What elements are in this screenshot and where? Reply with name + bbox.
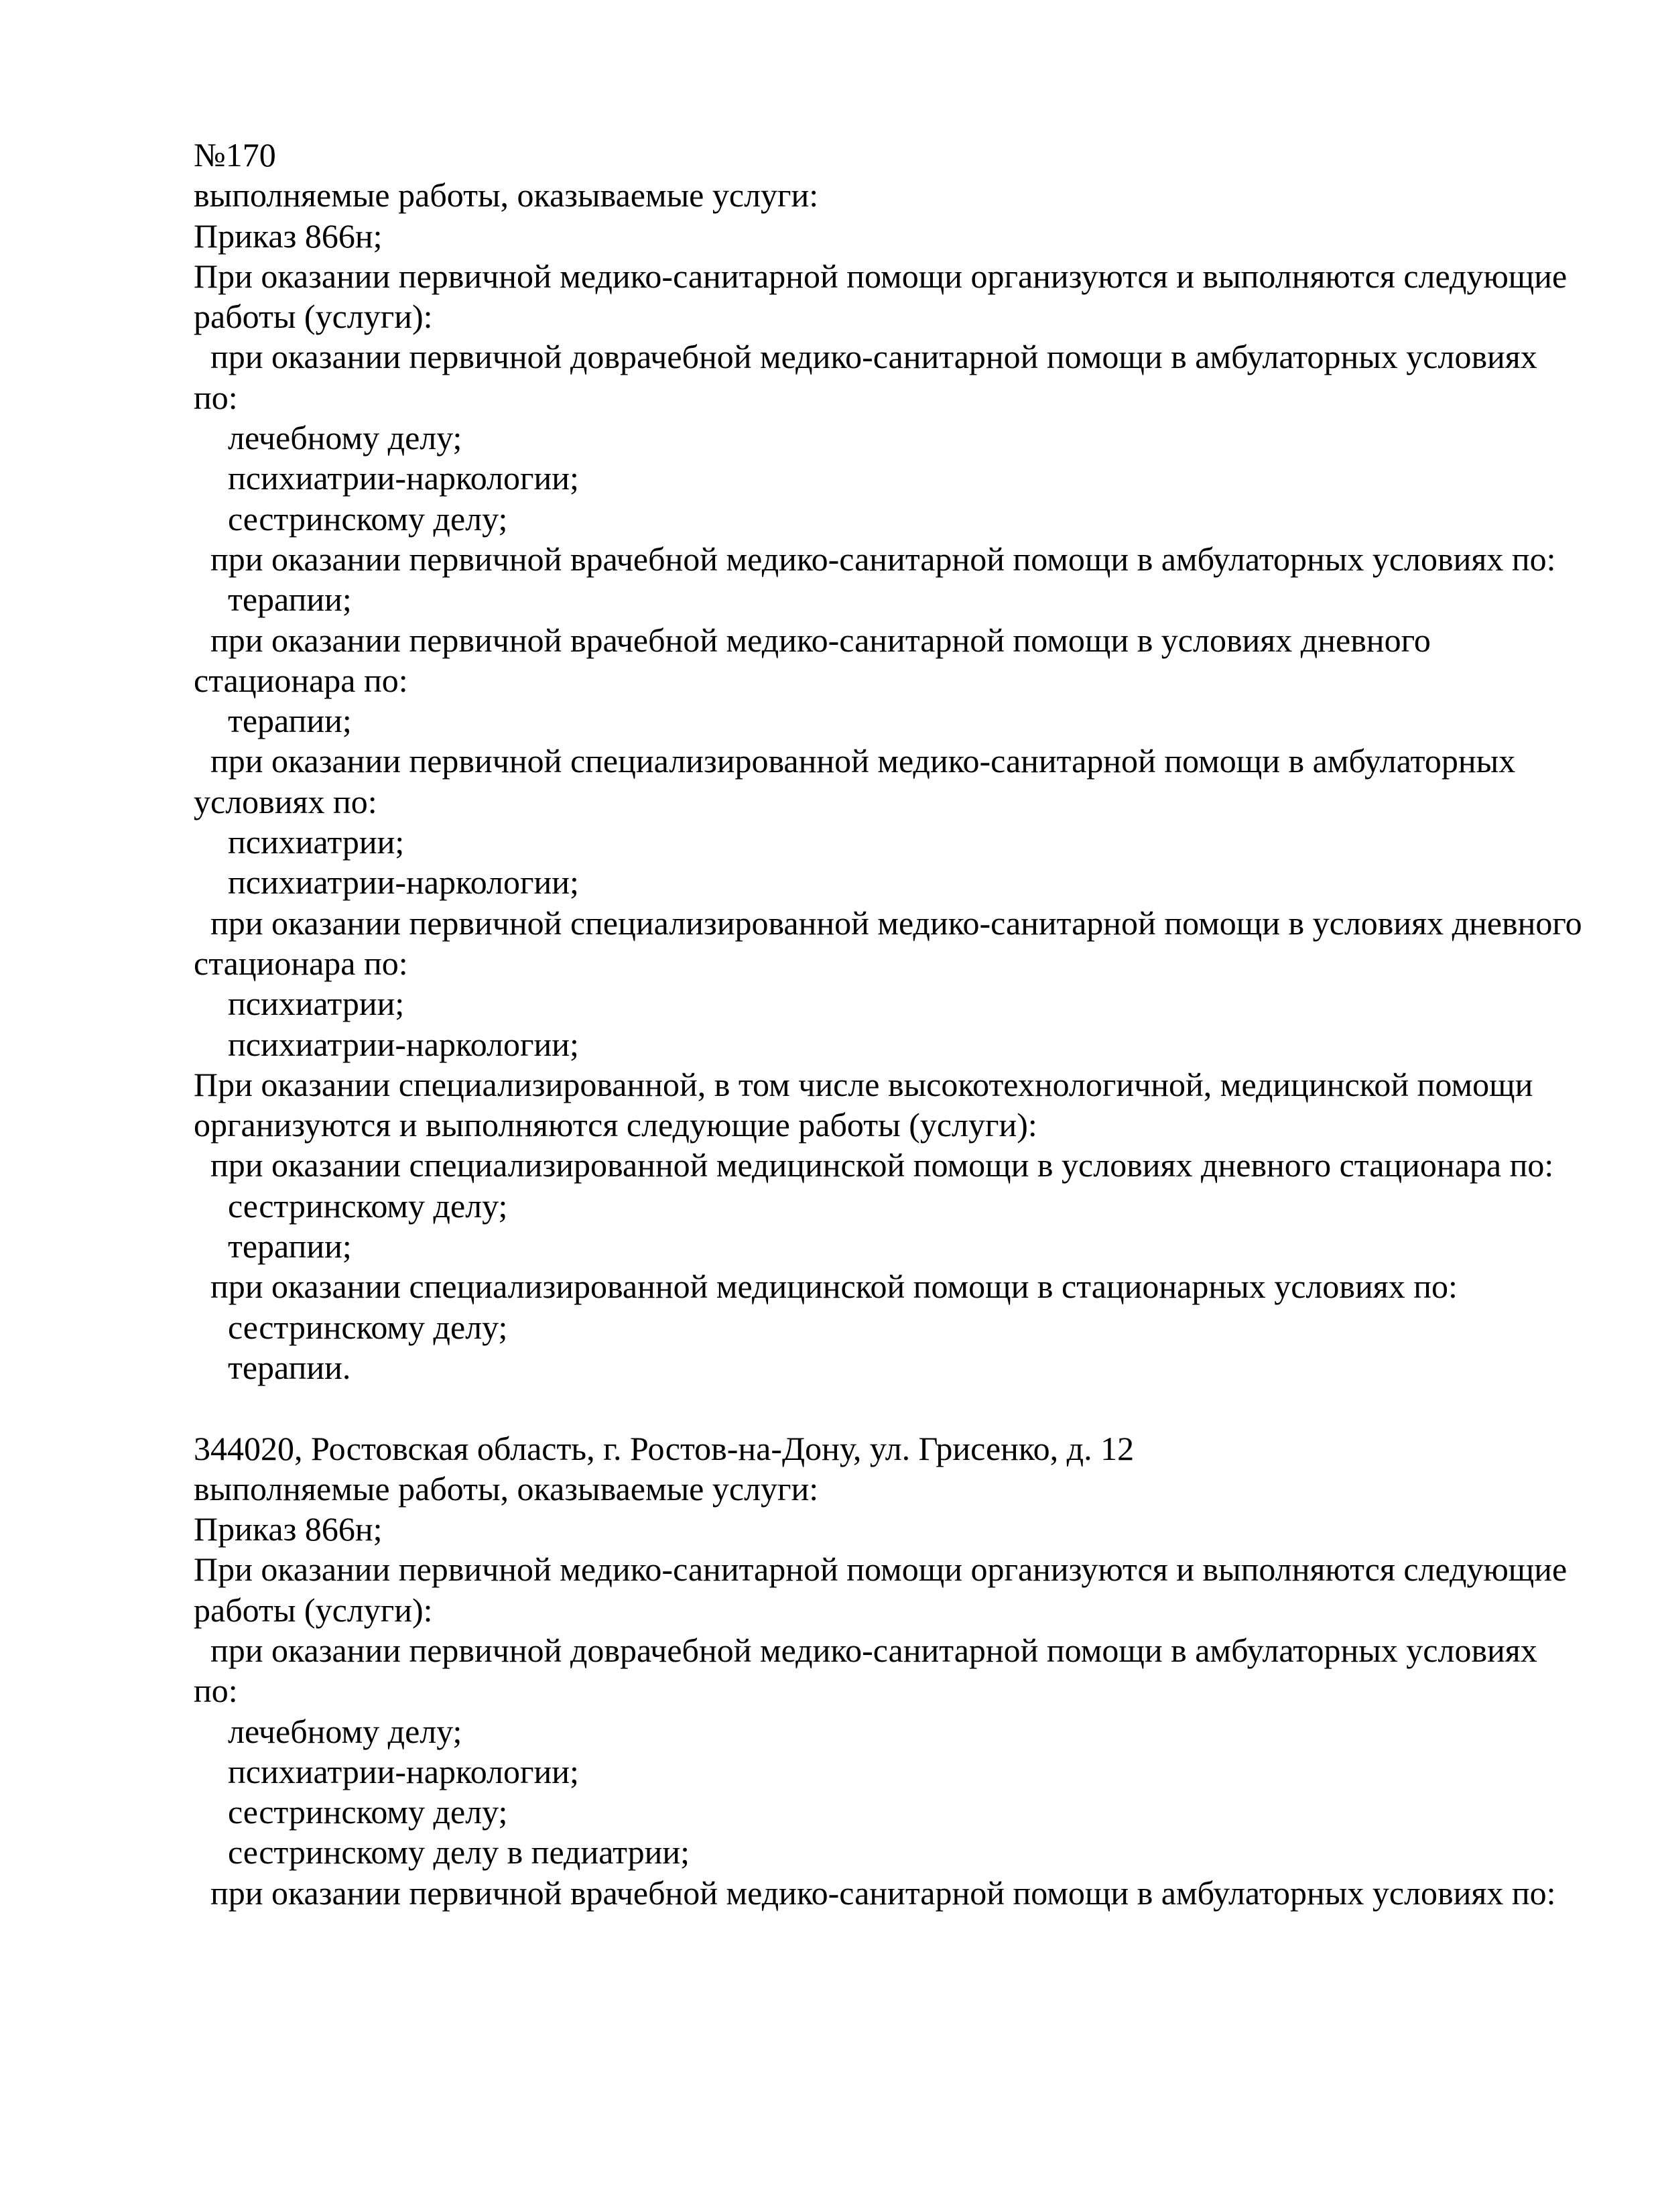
- document-line: психиатрии;: [228, 823, 405, 861]
- document-line: 344020, Ростовская область, г. Ростов-на-Дону, ул. Грисенко, д. 12: [194, 1429, 1135, 1467]
- document-line: при оказании первичной специализированной медико-санитарной помощи в условиях дневного: [210, 904, 1582, 942]
- document-line: по:: [194, 1672, 238, 1710]
- document-line: [194, 1388, 1582, 1428]
- document-line: при оказании первичной доврачебной медико-санитарной помощи в амбулаторных условиях: [210, 1631, 1537, 1669]
- document-line: организуются и выполняются следующие работы (услуги):: [194, 1106, 1037, 1144]
- document-line: при оказании первичной доврачебной медико-санитарной помощи в амбулаторных условиях: [210, 338, 1537, 376]
- document-line: сестринскому делу;: [228, 1308, 508, 1346]
- document-line: При оказании первичной медико-санитарной помощи организуются и выполняются следующие: [194, 1550, 1568, 1589]
- document-line: сестринскому делу;: [228, 499, 508, 538]
- document-line: Приказ 866н;: [194, 1510, 383, 1548]
- document-line: условиях по:: [194, 782, 377, 820]
- document-line: выполняемые работы, оказываемые услуги:: [194, 176, 819, 214]
- document-line: при оказании первичной врачебной медико-санитарной помощи в амбулаторных условиях по:: [210, 1873, 1556, 1912]
- document-line: При оказании первичной медико-санитарной помощи организуются и выполняются следующие: [194, 257, 1568, 295]
- document-line: сестринскому делу в педиатрии;: [228, 1833, 690, 1871]
- document-line: психиатрии-наркологии;: [228, 1752, 579, 1790]
- document-line: психиатрии;: [228, 985, 405, 1023]
- document-line: лечебному делу;: [228, 1712, 462, 1750]
- document-line: психиатрии-наркологии;: [228, 459, 579, 497]
- document-line: терапии;: [228, 702, 352, 740]
- document-line: при оказании специализированной медицинской помощи в условиях дневного стационара по:: [210, 1146, 1554, 1184]
- document-line: стационара по:: [194, 661, 408, 699]
- document-line: психиатрии-наркологии;: [228, 1025, 579, 1063]
- document-line: психиатрии-наркологии;: [228, 863, 579, 902]
- document-line: Приказ 866н;: [194, 217, 383, 255]
- document-line: №170: [194, 136, 276, 174]
- document-line: при оказании первичной специализированной медико-санитарной помощи в амбулаторных: [210, 742, 1516, 780]
- document-text: [194, 135, 1582, 1913]
- document-line: при оказании специализированной медицинской помощи в стационарных условиях по:: [210, 1268, 1458, 1306]
- document-line: лечебному делу;: [228, 419, 462, 457]
- document-line: терапии;: [228, 1227, 352, 1266]
- document-line: при оказании первичной врачебной медико-санитарной помощи в амбулаторных условиях по:: [210, 540, 1556, 578]
- document-line: работы (услуги):: [194, 298, 433, 336]
- document-line: сестринскому делу;: [228, 1793, 508, 1831]
- document-line: выполняемые работы, оказываемые услуги:: [194, 1469, 819, 1508]
- document-line: стационара по:: [194, 944, 408, 982]
- document-line: терапии.: [228, 1348, 351, 1386]
- document-line: При оказании специализированной, в том числе высокотехнологичной, медицинской помощи: [194, 1065, 1533, 1103]
- document-line: терапии;: [228, 580, 352, 619]
- document-line: работы (услуги):: [194, 1591, 433, 1629]
- document-line: при оказании первичной врачебной медико-санитарной помощи в условиях дневного: [210, 621, 1431, 659]
- document-line: сестринскому делу;: [228, 1186, 508, 1225]
- document-line: по:: [194, 378, 238, 416]
